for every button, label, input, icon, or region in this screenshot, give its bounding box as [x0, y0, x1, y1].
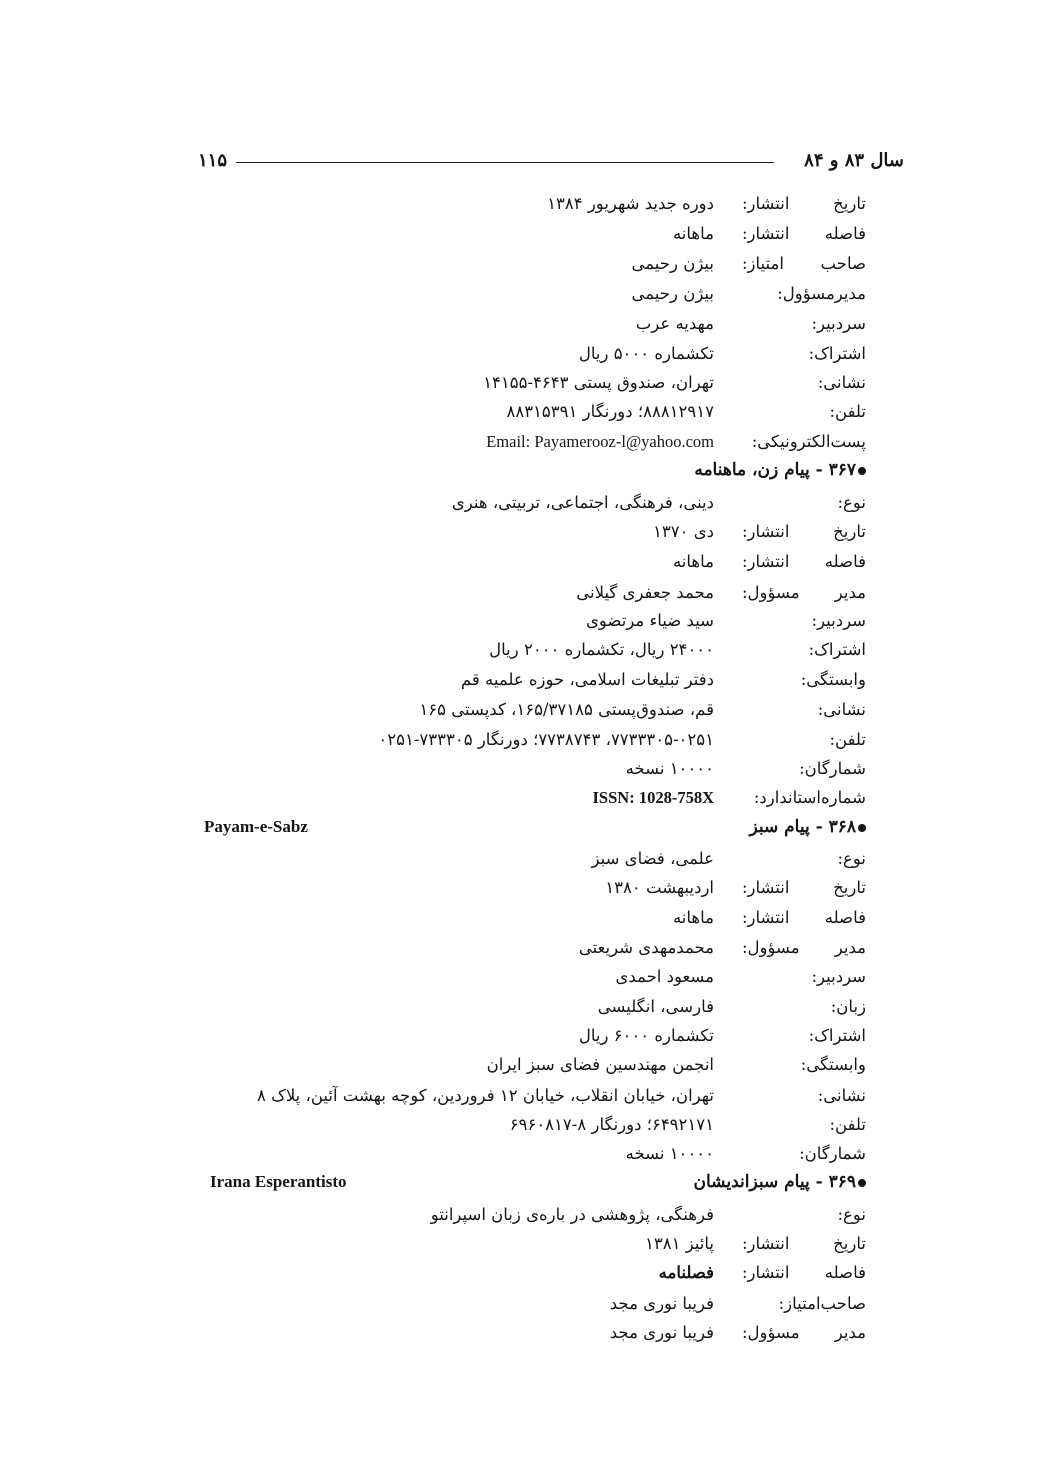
field-value: علمی، فضای سبز	[591, 849, 714, 868]
field-value: فارسی، انگلیسی	[597, 997, 714, 1016]
field-label: نوع:	[837, 493, 866, 512]
field-value: دی ۱۳۷۰	[653, 522, 714, 541]
field-label: تاریخ انتشار:	[742, 878, 866, 897]
header-rule	[236, 162, 774, 163]
latin-title-369: Irana Esperantisto	[210, 1172, 347, 1191]
field-label: سردبیر:	[811, 967, 866, 986]
field-value: محمد جعفری گیلانی	[576, 583, 714, 602]
field-value: تکشماره ۵۰۰۰ ریال	[578, 344, 714, 363]
field-value: ۱۰۰۰۰ نسخه	[625, 1144, 714, 1163]
field-value: ۲۴۰۰۰ ریال، تکشماره ۲۰۰۰ ریال	[489, 640, 714, 659]
field-value: مسعود احمدی	[615, 967, 714, 986]
issn-value: ISSN: 1028-758X	[592, 788, 714, 807]
field-value: محمدمهدی شریعتی	[578, 938, 714, 957]
field-label: تاریخ انتشار:	[742, 194, 866, 213]
entry-title-369: ۳۶۹ - پیام سبزاندیشان	[694, 1168, 866, 1196]
field-label: شمارگان:	[799, 759, 866, 778]
field-value: اردیبهشت ۱۳۸۰	[605, 878, 714, 897]
field-label: مدیرمسؤول:	[777, 284, 866, 303]
field-label: شماره‌استاندارد:	[753, 788, 866, 807]
bullet-icon	[858, 467, 866, 475]
field-label: تلفن:	[829, 402, 866, 421]
field-label: مدیر مسؤول:	[742, 1323, 866, 1342]
field-value: دوره جدید شهریور ۱۳۸۴	[547, 194, 714, 213]
field-value: بیژن رحیمی	[631, 284, 714, 303]
field-label: نوع:	[837, 849, 866, 868]
field-label: اشتراک:	[808, 344, 866, 363]
field-label: تاریخ انتشار:	[742, 1234, 866, 1253]
page-number: ۱۱۵	[198, 146, 235, 176]
field-value: پائیز ۱۳۸۱	[645, 1234, 714, 1253]
field-label: صاحب‌امتیاز:	[778, 1294, 866, 1313]
entry-title-368: ۳۶۸ - پیام سبز	[749, 813, 866, 841]
field-label: فاصله انتشار:	[742, 224, 866, 243]
field-label: وابستگی:	[800, 1055, 866, 1074]
field-label: سردبیر:	[811, 611, 866, 630]
field-value: دینی، فرهنگی، اجتماعی، تربیتی، هنری	[451, 493, 714, 512]
field-value: ماهانه	[672, 224, 714, 243]
field-value: ۶۴۹۲۱۷۱؛ دورنگار ۸-۶۹۶۰۸۱۷	[509, 1115, 714, 1134]
field-label: مدیر مسؤول:	[742, 583, 866, 602]
field-value: انجمن مهندسین فضای سبز ایران	[486, 1055, 714, 1074]
field-value: فریبا نوری مجد	[609, 1294, 714, 1313]
bullet-icon	[858, 1179, 866, 1187]
field-label: مدیر مسؤول:	[742, 938, 866, 957]
field-label: اشتراک:	[808, 1026, 866, 1045]
field-value: فصلنامه	[658, 1263, 714, 1282]
field-value: ماهانه	[672, 552, 714, 571]
field-label: فاصله انتشار:	[742, 908, 866, 927]
entry-title-367: ۳۶۷ - پیام زن، ماهنامه	[694, 456, 866, 484]
bullet-icon	[858, 824, 866, 832]
field-label: شمارگان:	[799, 1144, 866, 1163]
field-label: نشانی:	[817, 1086, 866, 1105]
field-value: ۱۰۰۰۰ نسخه	[625, 759, 714, 778]
field-label: نشانی:	[817, 373, 866, 392]
field-value: فریبا نوری مجد	[609, 1323, 714, 1342]
field-value: تکشماره ۶۰۰۰ ریال	[578, 1026, 714, 1045]
field-label: تاریخ انتشار:	[742, 522, 866, 541]
field-label: زبان:	[830, 997, 866, 1016]
field-value: تهران، صندوق پستی ۴۶۴۳-۱۴۱۵۵	[483, 373, 714, 392]
field-value: بیژن رحیمی	[631, 254, 714, 273]
field-label: سردبیر:	[811, 314, 866, 333]
field-label: نشانی:	[817, 700, 866, 719]
field-label: نوع:	[837, 1205, 866, 1224]
running-header-year: سال ۸۳ و ۸۴	[796, 146, 904, 176]
email-value: Email: Payamerooz-l@yahoo.com	[486, 432, 714, 451]
field-value: سید ضیاء مرتضوی	[585, 611, 714, 630]
field-label: وابستگی:	[800, 670, 866, 689]
field-value: ۷۷۳۳۳۰۵-۰۲۵۱، ۷۷۳۸۷۴۳؛ دورنگار ۷۳۳۳۰۵-۰۲۵۱	[378, 730, 714, 749]
field-label: پست‌الکترونیکی:	[751, 432, 866, 451]
field-value: مهدیه عرب	[635, 314, 714, 333]
latin-title-368: Payam-e-Sabz	[204, 817, 308, 836]
field-value: قم، صندوق‌پستی ۱۶۵/۳۷۱۸۵، کدپستی ۱۶۵	[419, 700, 714, 719]
field-label: اشتراک:	[808, 640, 866, 659]
running-header	[198, 146, 904, 176]
field-label: تلفن:	[829, 1115, 866, 1134]
field-label: صاحب امتیاز:	[742, 254, 866, 273]
field-value: ۸۸۸۱۲۹۱۷؛ دورنگار ۸۸۳۱۵۳۹۱	[506, 402, 714, 421]
field-label: فاصله انتشار:	[742, 1263, 866, 1282]
field-value: فرهنگی، پژوهشی در باره‌ی زبان اسپرانتو	[430, 1205, 714, 1224]
field-value: دفتر تبلیغات اسلامی، حوزه علمیه قم	[460, 670, 714, 689]
field-label: فاصله انتشار:	[742, 552, 866, 571]
field-label: تلفن:	[829, 730, 866, 749]
field-value: ماهانه	[672, 908, 714, 927]
field-value: تهران، خیابان انقلاب، خیابان ۱۲ فروردین، کوچه بهشت آئین، پلاک ۸	[256, 1086, 714, 1105]
